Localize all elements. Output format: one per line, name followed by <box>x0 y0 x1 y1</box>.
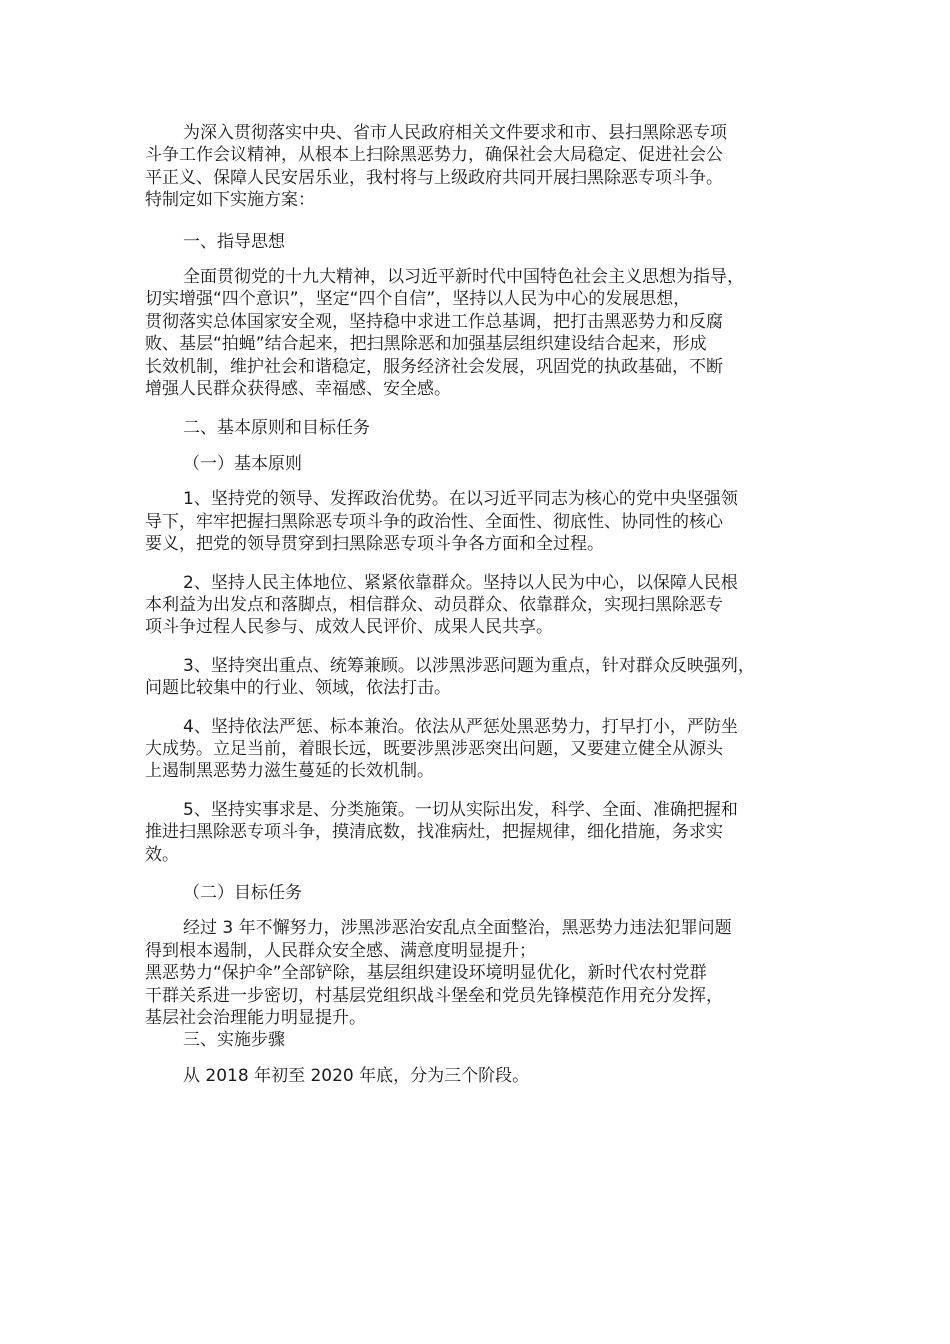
section-3-heading: 三、实施步骤 <box>183 1030 285 1051</box>
principle-1-paragraph: 1、坚持党的领导、发挥政治优势。在以习近平同志为核心的党中央坚强领 导下，牢牢把握扫黑除恶专项斗争的政治性、全面性、彻底性、协同性的核心 要义，把党的领导贯穿到扫黑除恶专项斗争各方面和全过程。 <box>145 489 738 555</box>
section-3-paragraph: 从 2018 年初至 2020 年底，分为三个阶段。 <box>183 1065 530 1086</box>
principle-3-paragraph: 3、坚持突出重点、统筹兼顾。以涉黑涉恶问题为重点，针对群众反映强列， 问题比较集中的行业、领域，依法打击。 <box>145 655 755 699</box>
principle-4-paragraph: 4、坚持依法严惩、标本兼治。依法从严惩处黑恶势力，打早打小，严防坐 大成势。立足当前，着眼长远，既要涉黑涉恶突出问题，又要建立健全从源头 上遏制黑恶势力滋生蔓延的长效机制。 <box>145 716 738 782</box>
document-body <box>145 122 825 1098</box>
subsection-1-heading: （一）基本原则 <box>183 453 302 474</box>
intro-paragraph: 为深入贯彻落实中央、省市人民政府相关文件要求和市、县扫黑除恶专项 斗争工作会议精神，从根本上扫除黑恶势力，确保社会大局稳定、促进社会公 平正义、保障人民安居乐业，我村将与上级政府共同开展扫黑除恶专项斗争。 特制定如下实施方案： <box>145 123 727 211</box>
subsection-2-heading: （二）目标任务 <box>183 882 302 903</box>
section-1-paragraph: 全面贯彻党的十九大精神，以习近平新时代中国特色社会主义思想为指导， 切实增强“四个意识”，坚定“四个自信”，坚持以人民为中心的发展思想， 贯彻落实总体国家安全观，坚持稳中求进工作总基调，把打击黑恶势力和反腐 败、基层“拍蝇”结合起来，把扫黑除恶和加强基层组织建设结合起来，形成 长效机制，维护社会和谐稳定，服务经济社会发展，巩固党的执政基础，不断 增强人民群众获得感、幸福感、安全感。 <box>145 267 744 400</box>
goal-paragraph: 经过 3 年不懈努力，涉黑涉恶治安乱点全面整治，黑恶势力违法犯罪问题 得到根本遏制，人民群众安全感、满意度明显提升； 黑恶势力“保护伞”全部铲除，基层组织建设环境明显优化，新时代农村党群 干群关系进一步密切，村基层党组织战斗堡垒和党员先锋模范作用充分发挥， 基层社会治理能力明显提升。 <box>145 918 732 1028</box>
section-1-heading: 一、指导思想 <box>183 231 285 252</box>
principle-5-paragraph: 5、坚持实事求是、分类施策。一切从实际出发，科学、全面、准确把握和 推进扫黑除恶专项斗争，摸清底数，找准病灶，把握规律，细化措施，务求实 效。 <box>145 799 738 865</box>
principle-2-paragraph: 2、坚持人民主体地位、紧紧依靠群众。坚持以人民为中心，以保障人民根 本利益为出发点和落脚点，相信群众、动员群众、依靠群众，实现扫黑除恶专 项斗争过程人民参与、成效人民评价、成果人民共享。 <box>145 572 738 638</box>
section-2-heading: 二、基本原则和目标任务 <box>183 418 370 439</box>
